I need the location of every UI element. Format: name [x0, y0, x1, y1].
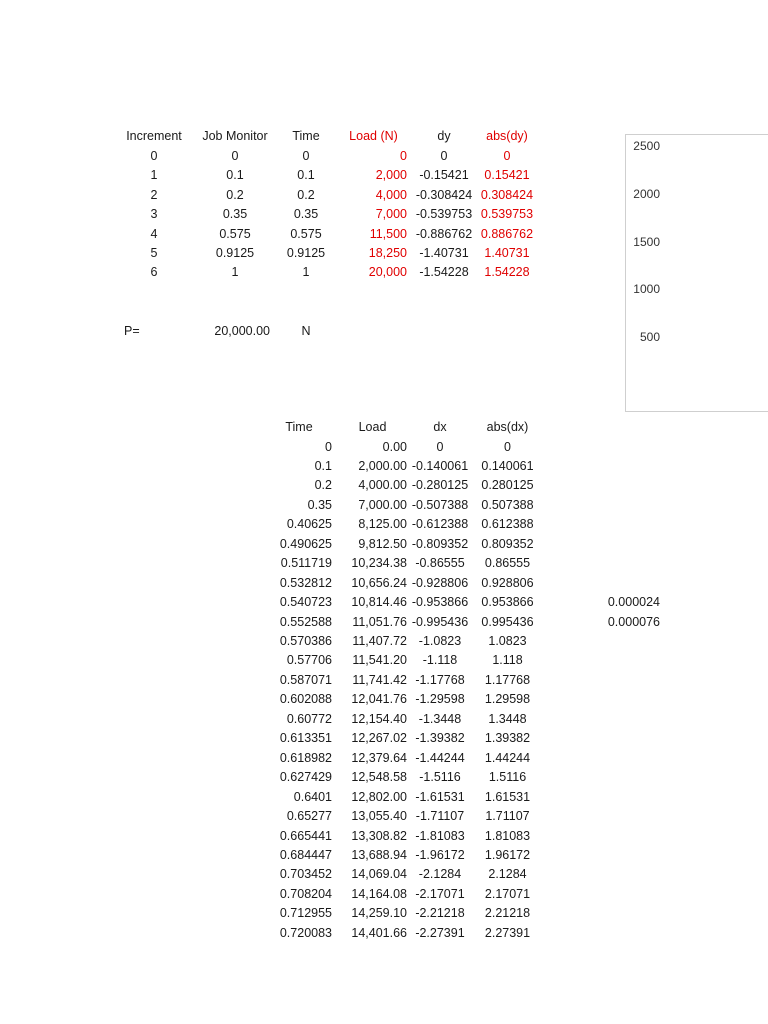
increment-cell: 3 [150, 207, 158, 222]
load-cell: 14,259.10 [351, 906, 407, 921]
p-label: P= [124, 324, 140, 338]
load-cell: 2,000.00 [358, 458, 407, 473]
header-load-2: Load [358, 420, 387, 434]
load-cell: 8,125.00 [358, 517, 407, 532]
abs-dx-cell: 1.44244 [484, 750, 531, 765]
header-time: Time [292, 129, 320, 143]
dx-cell: -1.39382 [415, 731, 465, 746]
abs-dx-cell: 1.3448 [488, 711, 527, 726]
y-tick-label: 2000 [633, 187, 660, 201]
time-cell: 0.40625 [286, 517, 332, 532]
dy-cell: -1.40731 [419, 246, 469, 260]
time-cell: 0.60772 [286, 711, 332, 726]
load-cell: 9,812.50 [358, 536, 407, 551]
load-cell: 10,656.24 [351, 575, 407, 590]
job-monitor-cell: 0.2 [226, 187, 244, 202]
abs-dy-cell: 0.15421 [484, 168, 530, 183]
time-cell: 0.1 [314, 458, 332, 473]
header-load: Load (N) [349, 129, 398, 143]
load-cell: 12,267.02 [351, 731, 407, 746]
abs-dx-cell: 1.17768 [484, 672, 531, 687]
time-cell: 0.703452 [279, 867, 332, 882]
job-monitor-cell: 0.35 [222, 207, 248, 222]
abs-dy-cell: 1.40731 [484, 246, 530, 260]
time-cell: 0.65277 [286, 809, 332, 824]
y-tick-label: 1000 [633, 282, 660, 296]
load-cell: 7,000 [375, 207, 407, 222]
dy-cell: -0.539753 [415, 207, 473, 222]
abs-dx-cell: 0.507388 [481, 497, 534, 512]
chart-area[interactable] [625, 134, 768, 412]
dx-cell: -1.96172 [415, 847, 465, 862]
dx-cell: -0.86555 [415, 556, 465, 571]
abs-dy-cell: 0.539753 [480, 207, 534, 222]
time-cell: 0.511719 [280, 556, 332, 571]
increment-cell: 4 [150, 226, 158, 241]
load-cell: 2,000 [375, 168, 407, 183]
abs-dx-cell: 0.86555 [484, 556, 531, 571]
load-cell: 11,407.72 [352, 634, 407, 648]
p-value: 20,000.00 [214, 324, 270, 338]
abs-dx-cell: 1.61531 [484, 789, 531, 804]
abs-dx-cell: 1.71107 [485, 809, 530, 824]
load-cell: 13,308.82 [351, 828, 407, 843]
time-cell: 0.665441 [279, 828, 332, 843]
load-cell: 0.00 [382, 439, 407, 454]
increment-cell: 6 [150, 265, 158, 280]
time-cell: 0.587071 [279, 672, 332, 687]
abs-dx-cell: 2.1284 [488, 867, 527, 882]
header-abs-dy: abs(dy) [486, 129, 528, 143]
time-cell: 0.490625 [279, 536, 332, 551]
dx-cell: -1.5116 [419, 770, 461, 785]
dx-cell: -1.3448 [418, 711, 462, 726]
abs-dx-cell: 1.96172 [484, 847, 531, 862]
abs-dx-cell: 0.140061 [481, 458, 534, 473]
dx-cell: -1.29598 [415, 692, 465, 707]
load-cell: 12,154.40 [351, 711, 407, 726]
time-cell: 0.35 [307, 497, 332, 512]
time-cell: 1 [302, 265, 310, 280]
time-cell: 0.618982 [279, 750, 332, 765]
load-cell: 10,234.38 [351, 556, 407, 571]
header-dy: dy [437, 129, 451, 143]
abs-dx-cell: 2.27391 [484, 925, 531, 940]
abs-dx-cell: 1.29598 [484, 692, 531, 707]
header-time-2: Time [285, 420, 313, 434]
abs-dx-cell: 0.953866 [481, 595, 534, 610]
load-cell: 12,379.64 [351, 750, 407, 765]
abs-dx-cell: 0 [504, 439, 511, 454]
p-unit: N [301, 324, 311, 338]
side-value: 0.000024 [607, 595, 660, 609]
abs-dx-cell: 1.0823 [488, 634, 527, 648]
abs-dx-cell: 1.81083 [484, 828, 531, 843]
load-cell: 20,000 [368, 265, 407, 280]
load-cell: 12,802.00 [351, 789, 407, 804]
time-cell: 0.6401 [293, 789, 332, 804]
time-cell: 0.627429 [279, 770, 332, 785]
load-cell: 11,741.42 [352, 672, 407, 687]
increment-cell: 2 [150, 187, 158, 202]
time-cell: 0.708204 [279, 886, 332, 901]
dx-cell: -0.507388 [411, 497, 469, 512]
load-cell: 0 [400, 149, 407, 163]
load-cell: 11,541.20 [352, 653, 407, 668]
header-abs-dx: abs(dx) [486, 420, 529, 434]
abs-dx-cell: 0.809352 [481, 536, 534, 551]
y-tick-label: 1500 [633, 235, 660, 249]
abs-dy-cell: 1.54228 [484, 265, 530, 280]
job-monitor-cell: 1 [231, 265, 239, 280]
time-cell: 0.9125 [286, 246, 326, 260]
dy-cell: -0.886762 [415, 226, 473, 241]
time-cell: 0.684447 [279, 847, 332, 862]
abs-dx-cell: 1.39382 [484, 731, 531, 746]
abs-dy-cell: 0.886762 [480, 226, 534, 241]
y-tick-label: 500 [639, 330, 660, 344]
time-cell: 0.540723 [279, 595, 332, 610]
abs-dy-cell: 0 [503, 149, 511, 163]
abs-dx-cell: 1.118 [492, 653, 523, 668]
dx-cell: -1.61531 [415, 789, 465, 804]
load-cell: 11,500 [369, 226, 407, 241]
dx-cell: -2.27391 [415, 925, 465, 940]
abs-dx-cell: 0.280125 [481, 478, 534, 493]
dy-cell: -0.308424 [415, 187, 473, 202]
load-cell: 13,688.94 [351, 847, 407, 862]
dx-cell: -1.0823 [418, 634, 462, 648]
load-cell: 12,548.58 [351, 770, 407, 785]
dx-cell: -1.81083 [415, 828, 465, 843]
abs-dx-cell: 1.5116 [488, 770, 527, 785]
load-cell: 11,051.76 [352, 614, 407, 629]
abs-dy-cell: 0.308424 [480, 187, 534, 202]
increment-cell: 1 [150, 168, 158, 183]
dx-cell: 0 [436, 439, 444, 454]
time-cell: 0.570386 [279, 634, 332, 648]
dx-cell: -2.21218 [415, 906, 465, 921]
time-cell: 0 [325, 439, 332, 454]
job-monitor-cell: 0.575 [219, 226, 251, 241]
dy-cell: -0.15421 [419, 168, 469, 183]
abs-dx-cell: 2.17071 [484, 886, 531, 901]
dx-cell: -1.118 [422, 653, 458, 668]
time-cell: 0.1 [297, 168, 315, 183]
abs-dx-cell: 0.612388 [481, 517, 534, 532]
load-cell: 18,250 [368, 246, 407, 260]
header-job-monitor: Job Monitor [202, 129, 268, 143]
dx-cell: -1.17768 [415, 672, 465, 687]
time-cell: 0.613351 [279, 731, 332, 746]
abs-dx-cell: 2.21218 [484, 906, 531, 921]
dx-cell: -2.17071 [415, 886, 465, 901]
load-cell: 7,000.00 [358, 497, 407, 512]
load-cell: 14,164.08 [351, 886, 407, 901]
dx-cell: -1.44244 [415, 750, 465, 765]
header-dx: dx [433, 420, 447, 434]
time-cell: 0.57706 [286, 653, 332, 668]
job-monitor-cell: 0 [231, 149, 239, 163]
dx-cell: -0.809352 [411, 536, 469, 551]
dx-cell: -2.1284 [418, 867, 462, 882]
time-cell: 0.602088 [279, 692, 332, 707]
time-cell: 0 [302, 149, 310, 163]
side-value: 0.000076 [607, 615, 660, 629]
load-cell: 10,814.46 [351, 595, 407, 610]
dx-cell: -1.71107 [415, 809, 465, 824]
dy-cell: -1.54228 [419, 265, 469, 280]
time-cell: 0.2 [314, 478, 332, 493]
time-cell: 0.712955 [279, 906, 332, 921]
time-cell: 0.552588 [279, 614, 332, 629]
dx-cell: -0.953866 [411, 595, 469, 610]
load-cell: 4,000 [375, 187, 407, 202]
dx-cell: -0.140061 [411, 458, 469, 473]
y-tick-label: 2500 [633, 139, 660, 153]
job-monitor-cell: 0.9125 [215, 246, 255, 260]
time-cell: 0.575 [290, 226, 322, 241]
dx-cell: -0.612388 [411, 517, 469, 532]
load-cell: 4,000.00 [358, 478, 407, 493]
load-cell: 12,041.76 [351, 692, 407, 707]
dy-cell: 0 [440, 149, 448, 163]
abs-dx-cell: 0.995436 [481, 614, 534, 629]
dx-cell: -0.995436 [411, 614, 469, 629]
time-cell: 0.2 [297, 187, 315, 202]
time-cell: 0.720083 [279, 925, 332, 940]
dx-cell: -0.928806 [411, 575, 469, 590]
load-cell: 14,401.66 [351, 925, 407, 940]
header-increment: Increment [126, 129, 182, 143]
load-cell: 14,069.04 [351, 867, 407, 882]
dx-cell: -0.280125 [411, 478, 469, 493]
increment-cell: 5 [150, 246, 158, 260]
time-cell: 0.35 [293, 207, 319, 222]
time-cell: 0.532812 [279, 575, 332, 590]
increment-cell: 0 [150, 149, 158, 163]
job-monitor-cell: 0.1 [226, 168, 244, 183]
abs-dx-cell: 0.928806 [481, 575, 534, 590]
load-cell: 13,055.40 [351, 809, 407, 824]
